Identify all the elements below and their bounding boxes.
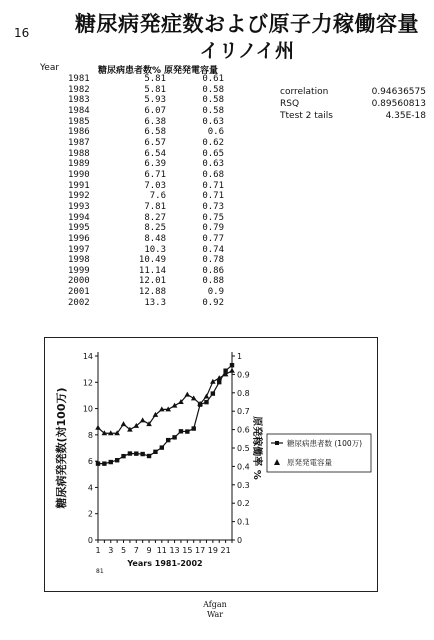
nuclear-cell: 0.68: [202, 169, 224, 180]
dual-axis-line-chart: [45, 338, 377, 591]
x-tick-label: 7: [133, 546, 139, 555]
year-cell: 1995: [68, 223, 90, 234]
nuclear-cell: 0.86: [202, 265, 224, 276]
data-table-body: [68, 74, 224, 308]
diabetes-cell: 11.14: [138, 265, 166, 276]
right-tick-label: 0.7: [237, 407, 250, 417]
diabetes-cell: 13.3: [144, 297, 166, 308]
stat-row: [280, 98, 426, 110]
diabetes-point: [230, 363, 234, 367]
right-tick-label: 0.2: [237, 499, 250, 509]
table-row: [68, 106, 224, 117]
x-tick-label: 5: [120, 546, 127, 555]
table-row: [68, 245, 224, 256]
table-row: [68, 255, 224, 266]
right-tick-label: 0.1: [237, 517, 250, 527]
diabetes-cell: 7.81: [144, 201, 166, 212]
diabetes-point: [121, 454, 125, 458]
diabetes-point: [147, 454, 151, 458]
diabetes-cell: 6.54: [144, 148, 166, 159]
diabetes-cell: 6.38: [144, 116, 166, 127]
table-row: [68, 266, 224, 277]
x-tick-label: 21: [220, 546, 231, 555]
nuclear-cell: 0.65: [202, 148, 224, 159]
table-row: [68, 170, 224, 181]
table-row: [68, 181, 224, 192]
statistics-block: [280, 86, 426, 122]
table-row: [68, 298, 224, 309]
diabetes-cell: 7.6: [149, 191, 166, 202]
nuclear-cell: 0.88: [202, 276, 224, 287]
year-cell: 1994: [68, 212, 90, 223]
left-tick-label: 4: [87, 483, 93, 493]
nuclear-point: [204, 393, 210, 398]
series-line: [98, 365, 232, 463]
footnote-afgan: Afgan: [203, 600, 227, 609]
data-table: [68, 74, 224, 308]
diabetes-point: [134, 451, 138, 455]
year-cell: 1998: [68, 255, 90, 266]
year-cell: 1981: [68, 74, 90, 84]
table-row: [68, 191, 224, 202]
table-row: [68, 287, 224, 298]
year-cell: 2001: [68, 287, 90, 298]
diabetes-column-header: 糖尿病患者数%: [98, 66, 162, 76]
table-row: [68, 117, 224, 128]
nuclear-cell: 0.6: [207, 127, 224, 138]
legend-label-diabetes: 糖尿病患者数 (100万): [287, 439, 363, 448]
diabetes-cell: 8.25: [144, 223, 166, 234]
year-cell: 1987: [68, 137, 90, 148]
table-row: [68, 138, 224, 149]
diabetes-point: [179, 429, 183, 433]
nuclear-cell: 0.75: [202, 212, 224, 223]
diabetes-cell: 12.01: [138, 276, 166, 287]
nuclear-point: [95, 425, 101, 430]
diabetes-point: [102, 461, 106, 465]
diabetes-point: [153, 450, 157, 454]
nuclear-cell: 0.63: [202, 116, 224, 127]
diabetes-cell: 10.49: [138, 255, 166, 266]
left-tick-label: 0: [87, 536, 93, 545]
nuclear-point: [121, 421, 127, 426]
nuclear-cell: 0.78: [202, 255, 224, 266]
table-row: [68, 127, 224, 138]
diabetes-point: [204, 400, 208, 404]
year-column-header: Year: [40, 63, 60, 73]
series-line: [98, 371, 232, 434]
nuclear-cell: 0.77: [202, 233, 224, 244]
nuclear-cell: 0.74: [202, 244, 224, 255]
x-tick-label: 1: [95, 546, 101, 555]
year-cell: 2000: [68, 276, 90, 287]
year-cell: 1983: [68, 95, 90, 106]
table-row: [68, 223, 224, 234]
year-cell: 1993: [68, 201, 90, 212]
nuclear-point: [140, 417, 146, 422]
left-tick-label: 12: [82, 378, 93, 388]
right-tick-label: 1: [237, 352, 243, 361]
year-cell: 1999: [68, 265, 90, 276]
x-tick-label: 13: [169, 546, 180, 555]
right-tick-label: 0.6: [237, 425, 250, 435]
diabetes-point: [166, 438, 170, 442]
diabetes-cell: 5.81: [144, 74, 166, 84]
year-cell: 1997: [68, 244, 90, 255]
page-number: 16: [14, 26, 30, 40]
x-tick-label: 15: [182, 546, 193, 555]
year-cell: 1991: [68, 180, 90, 191]
legend-label-nuclear: 原発発電容量: [287, 458, 332, 467]
table-row: [68, 234, 224, 245]
diabetes-cell: 8.27: [144, 212, 166, 223]
table-row: [68, 159, 224, 170]
stat-label: Ttest 2 tails: [280, 111, 333, 121]
table-row: [68, 95, 224, 106]
x-tick-label: 11: [156, 546, 167, 555]
diabetes-cell: 6.71: [144, 169, 166, 180]
nuclear-point: [185, 392, 191, 397]
left-tick-label: 2: [87, 509, 93, 519]
diabetes-point: [115, 458, 119, 462]
nuclear-cell: 0.63: [202, 159, 224, 170]
x-tick-label: 17: [195, 546, 206, 555]
footnote-war: War: [206, 610, 224, 619]
diabetes-point: [140, 452, 144, 456]
diabetes-point: [211, 391, 215, 395]
nuclear-cell: 0.73: [202, 201, 224, 212]
left-tick-label: 6: [87, 457, 93, 467]
nuclear-cell: 0.92: [202, 297, 224, 308]
right-tick-label: 0.8: [237, 388, 250, 398]
diabetes-cell: 12.88: [138, 287, 166, 298]
diabetes-cell: 5.81: [144, 84, 166, 95]
year-cell: 2002: [68, 297, 90, 308]
nuclear-cell: 0.58: [202, 95, 224, 106]
table-row: [68, 149, 224, 160]
legend-marker-diabetes: [275, 441, 279, 445]
diabetes-cell: 5.93: [144, 95, 166, 106]
diabetes-cell: 6.58: [144, 127, 166, 138]
nuclear-cell: 0.58: [202, 105, 224, 116]
diabetes-cell: 6.07: [144, 105, 166, 116]
year-cell: 1990: [68, 169, 90, 180]
diabetes-cell: 10.3: [144, 244, 166, 255]
year-cell: 1985: [68, 116, 90, 127]
right-tick-label: 0: [237, 536, 243, 545]
stat-value: 0.94636575: [371, 87, 426, 97]
stat-row: [280, 110, 426, 122]
year-cell: 1992: [68, 191, 90, 202]
right-tick-label: 0.4: [237, 462, 250, 472]
diabetes-point: [96, 461, 100, 465]
nuclear-cell: 0.79: [202, 223, 224, 234]
diabetes-point: [172, 435, 176, 439]
right-tick-label: 0.3: [237, 480, 250, 490]
x-axis-label: Years 1981-2002: [127, 559, 203, 568]
x-tick-label: 9: [146, 546, 152, 555]
year-cell: 1982: [68, 84, 90, 95]
stat-value: 4.35E-18: [385, 111, 426, 121]
x-tick-label: 19: [207, 546, 218, 555]
year-cell: 1989: [68, 159, 90, 170]
chart-frame: [44, 337, 378, 592]
right-y-axis-label: 原発稼働率 %: [251, 416, 262, 480]
right-tick-label: 0.5: [237, 444, 250, 453]
page-subtitle: イリノイ州: [199, 40, 295, 62]
diabetes-cell: 6.57: [144, 137, 166, 148]
x-tick-label: 3: [108, 546, 114, 555]
table-row: [68, 213, 224, 224]
nuclear-cell: 0.71: [202, 180, 224, 191]
year-cell: 1984: [68, 105, 90, 116]
diabetes-point: [192, 426, 196, 430]
left-tick-label: 10: [82, 404, 93, 414]
nuclear-column-header: 原発発電容量: [164, 66, 219, 76]
right-tick-label: 0.9: [237, 370, 250, 380]
stat-label: RSQ: [280, 99, 300, 109]
diabetes-point: [160, 445, 164, 449]
diabetes-point: [217, 380, 221, 384]
diabetes-point: [185, 429, 189, 433]
table-row: [68, 85, 224, 96]
stat-label: correlation: [280, 87, 329, 97]
year-cell: 1988: [68, 148, 90, 159]
nuclear-cell: 0.9: [207, 287, 224, 298]
nuclear-cell: 0.71: [202, 191, 224, 202]
diabetes-cell: 7.03: [144, 180, 166, 191]
table-row: [68, 276, 224, 287]
year-cell: 1996: [68, 233, 90, 244]
stat-row: [280, 86, 426, 98]
nuclear-point: [229, 368, 235, 373]
corner-label: 81: [96, 568, 104, 575]
year-cell: 1986: [68, 127, 90, 138]
table-row: [68, 202, 224, 213]
diabetes-cell: 8.48: [144, 233, 166, 244]
diabetes-point: [109, 460, 113, 464]
left-tick-label: 14: [82, 352, 93, 361]
table-row: [68, 74, 224, 85]
nuclear-cell: 0.62: [202, 137, 224, 148]
left-tick-label: 8: [87, 430, 93, 440]
diabetes-cell: 6.39: [144, 159, 166, 170]
page-title: 糖尿病発症数および原子力稼働容量: [75, 12, 419, 36]
nuclear-cell: 0.61: [202, 74, 224, 84]
stat-value: 0.89560813: [371, 99, 426, 109]
nuclear-cell: 0.58: [202, 84, 224, 95]
diabetes-point: [128, 451, 132, 455]
left-y-axis-label: 糖尿病発発数(対100万): [55, 387, 68, 509]
